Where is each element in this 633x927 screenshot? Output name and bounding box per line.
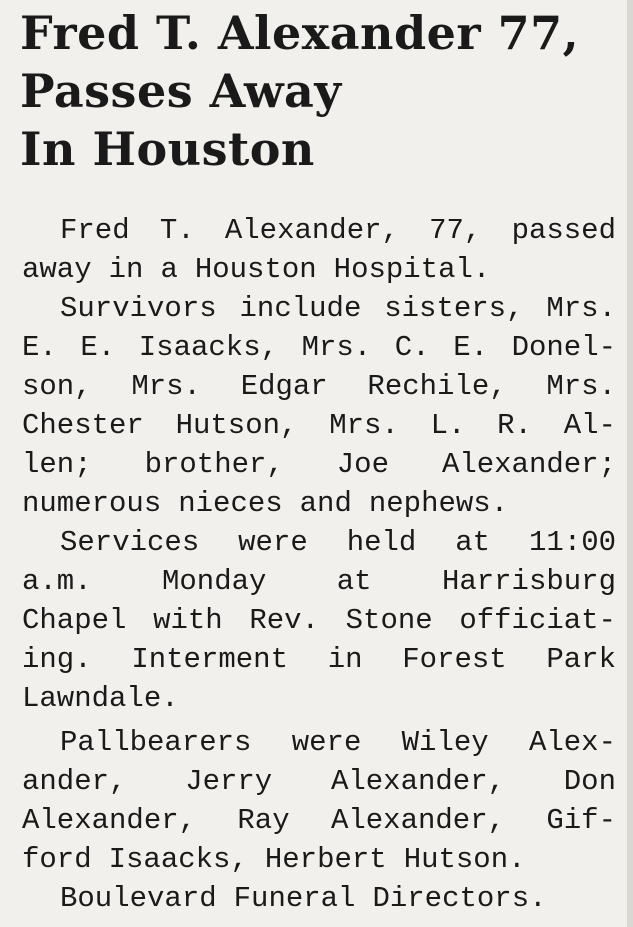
word: Jerry [185,765,273,798]
word: sisters, [384,292,524,325]
article-body [22,211,616,918]
word: Funeral [233,882,356,915]
word: R. [497,409,532,442]
word: Joe [336,448,389,481]
text-line [22,879,616,918]
text-line [22,250,616,289]
word: Edgar [240,370,328,403]
word: at [455,526,491,559]
word: Harrisburg [441,565,616,598]
word: Isaacks, [138,331,279,364]
word: len; [22,448,92,481]
word: ander, [22,765,127,798]
word: Alexander, [224,214,399,247]
word: Alex- [528,726,616,759]
word: Fred [60,214,130,247]
word: 11:00 [528,526,616,559]
word: Houston [194,253,317,286]
word: E. [80,331,116,364]
article-paragraph [22,523,616,718]
word: Hutson. [403,843,526,876]
word: Rechile, [367,370,507,403]
text-line [22,445,616,484]
word: officiat- [459,604,616,637]
text-line [22,601,616,640]
word: Alexander, [330,765,505,798]
word: Alexander, [22,804,197,837]
clipping-edge [627,0,633,927]
text-line [22,562,616,601]
word: held [346,526,417,559]
word: away [22,253,92,286]
word: at [336,565,372,598]
word: Chapel [22,604,127,637]
word: Pallbearers [60,726,252,759]
text-line [22,840,616,879]
text-line [22,679,616,718]
word: Chester [22,409,144,442]
text-line [22,367,616,406]
word: T. [159,214,195,247]
word: Donel- [511,331,616,364]
word: Interment [131,643,288,676]
word: nephews. [368,487,509,520]
word: numerous [22,487,162,520]
word: a [160,253,178,286]
word: Forest [402,643,507,676]
word: Alexander, [330,804,505,837]
word: brother, [144,448,284,481]
word: Mrs. [329,409,399,442]
word: Ray [237,804,290,837]
word: E. [453,331,488,364]
word: include [239,292,362,325]
word: Survivors [60,292,217,325]
word: were [291,726,362,759]
word: Mrs. [546,370,616,403]
word: nieces [178,487,283,520]
word: Monday [161,565,267,598]
word: Rev. [249,604,319,637]
word: Boulevard [60,882,217,915]
text-line [22,289,616,328]
word: ing. [22,643,92,676]
word: Wiley [401,726,489,759]
text-line [22,523,616,562]
word: and [299,487,352,520]
headline-line: Passes Away [20,64,342,118]
text-line [22,801,616,840]
word: passed [511,214,616,247]
article-paragraph [22,879,616,918]
word: Mrs. [301,331,372,364]
text-line [22,723,616,762]
article-paragraph [22,211,616,289]
word: were [238,526,308,559]
word: a.m. [22,565,92,598]
headline-line: In Houston [20,122,315,176]
word: ford [22,843,92,876]
word: Gif- [546,804,616,837]
word: Hutson, [175,409,298,442]
word: son, [22,370,92,403]
word: Stone [345,604,433,637]
word: L. [430,409,466,442]
word: in [108,253,144,286]
article-paragraph [22,723,616,879]
word: Alexander; [441,448,616,481]
word: Park [546,643,616,676]
word: C. [394,331,430,364]
text-line [22,211,616,250]
word: E. [22,331,57,364]
word: Isaacks, [108,843,248,876]
word: 77, [429,214,482,247]
word: in [327,643,363,676]
word: Services [60,526,200,559]
article-paragraph [22,289,616,523]
text-line [22,762,616,801]
word: Lawndale. [22,682,179,715]
word: Don [563,765,616,798]
word: Mrs. [546,292,616,325]
word: Hospital. [333,253,491,286]
word: Directors. [372,882,547,915]
text-line [22,640,616,679]
word: Mrs. [131,370,201,403]
text-line [22,484,616,523]
word: Al- [563,409,616,442]
headline [20,4,579,178]
word: Herbert [264,843,387,876]
text-line [22,406,616,445]
text-line [22,328,616,367]
headline-line: Fred T. Alexander 77, [20,6,580,60]
word: with [153,604,223,637]
